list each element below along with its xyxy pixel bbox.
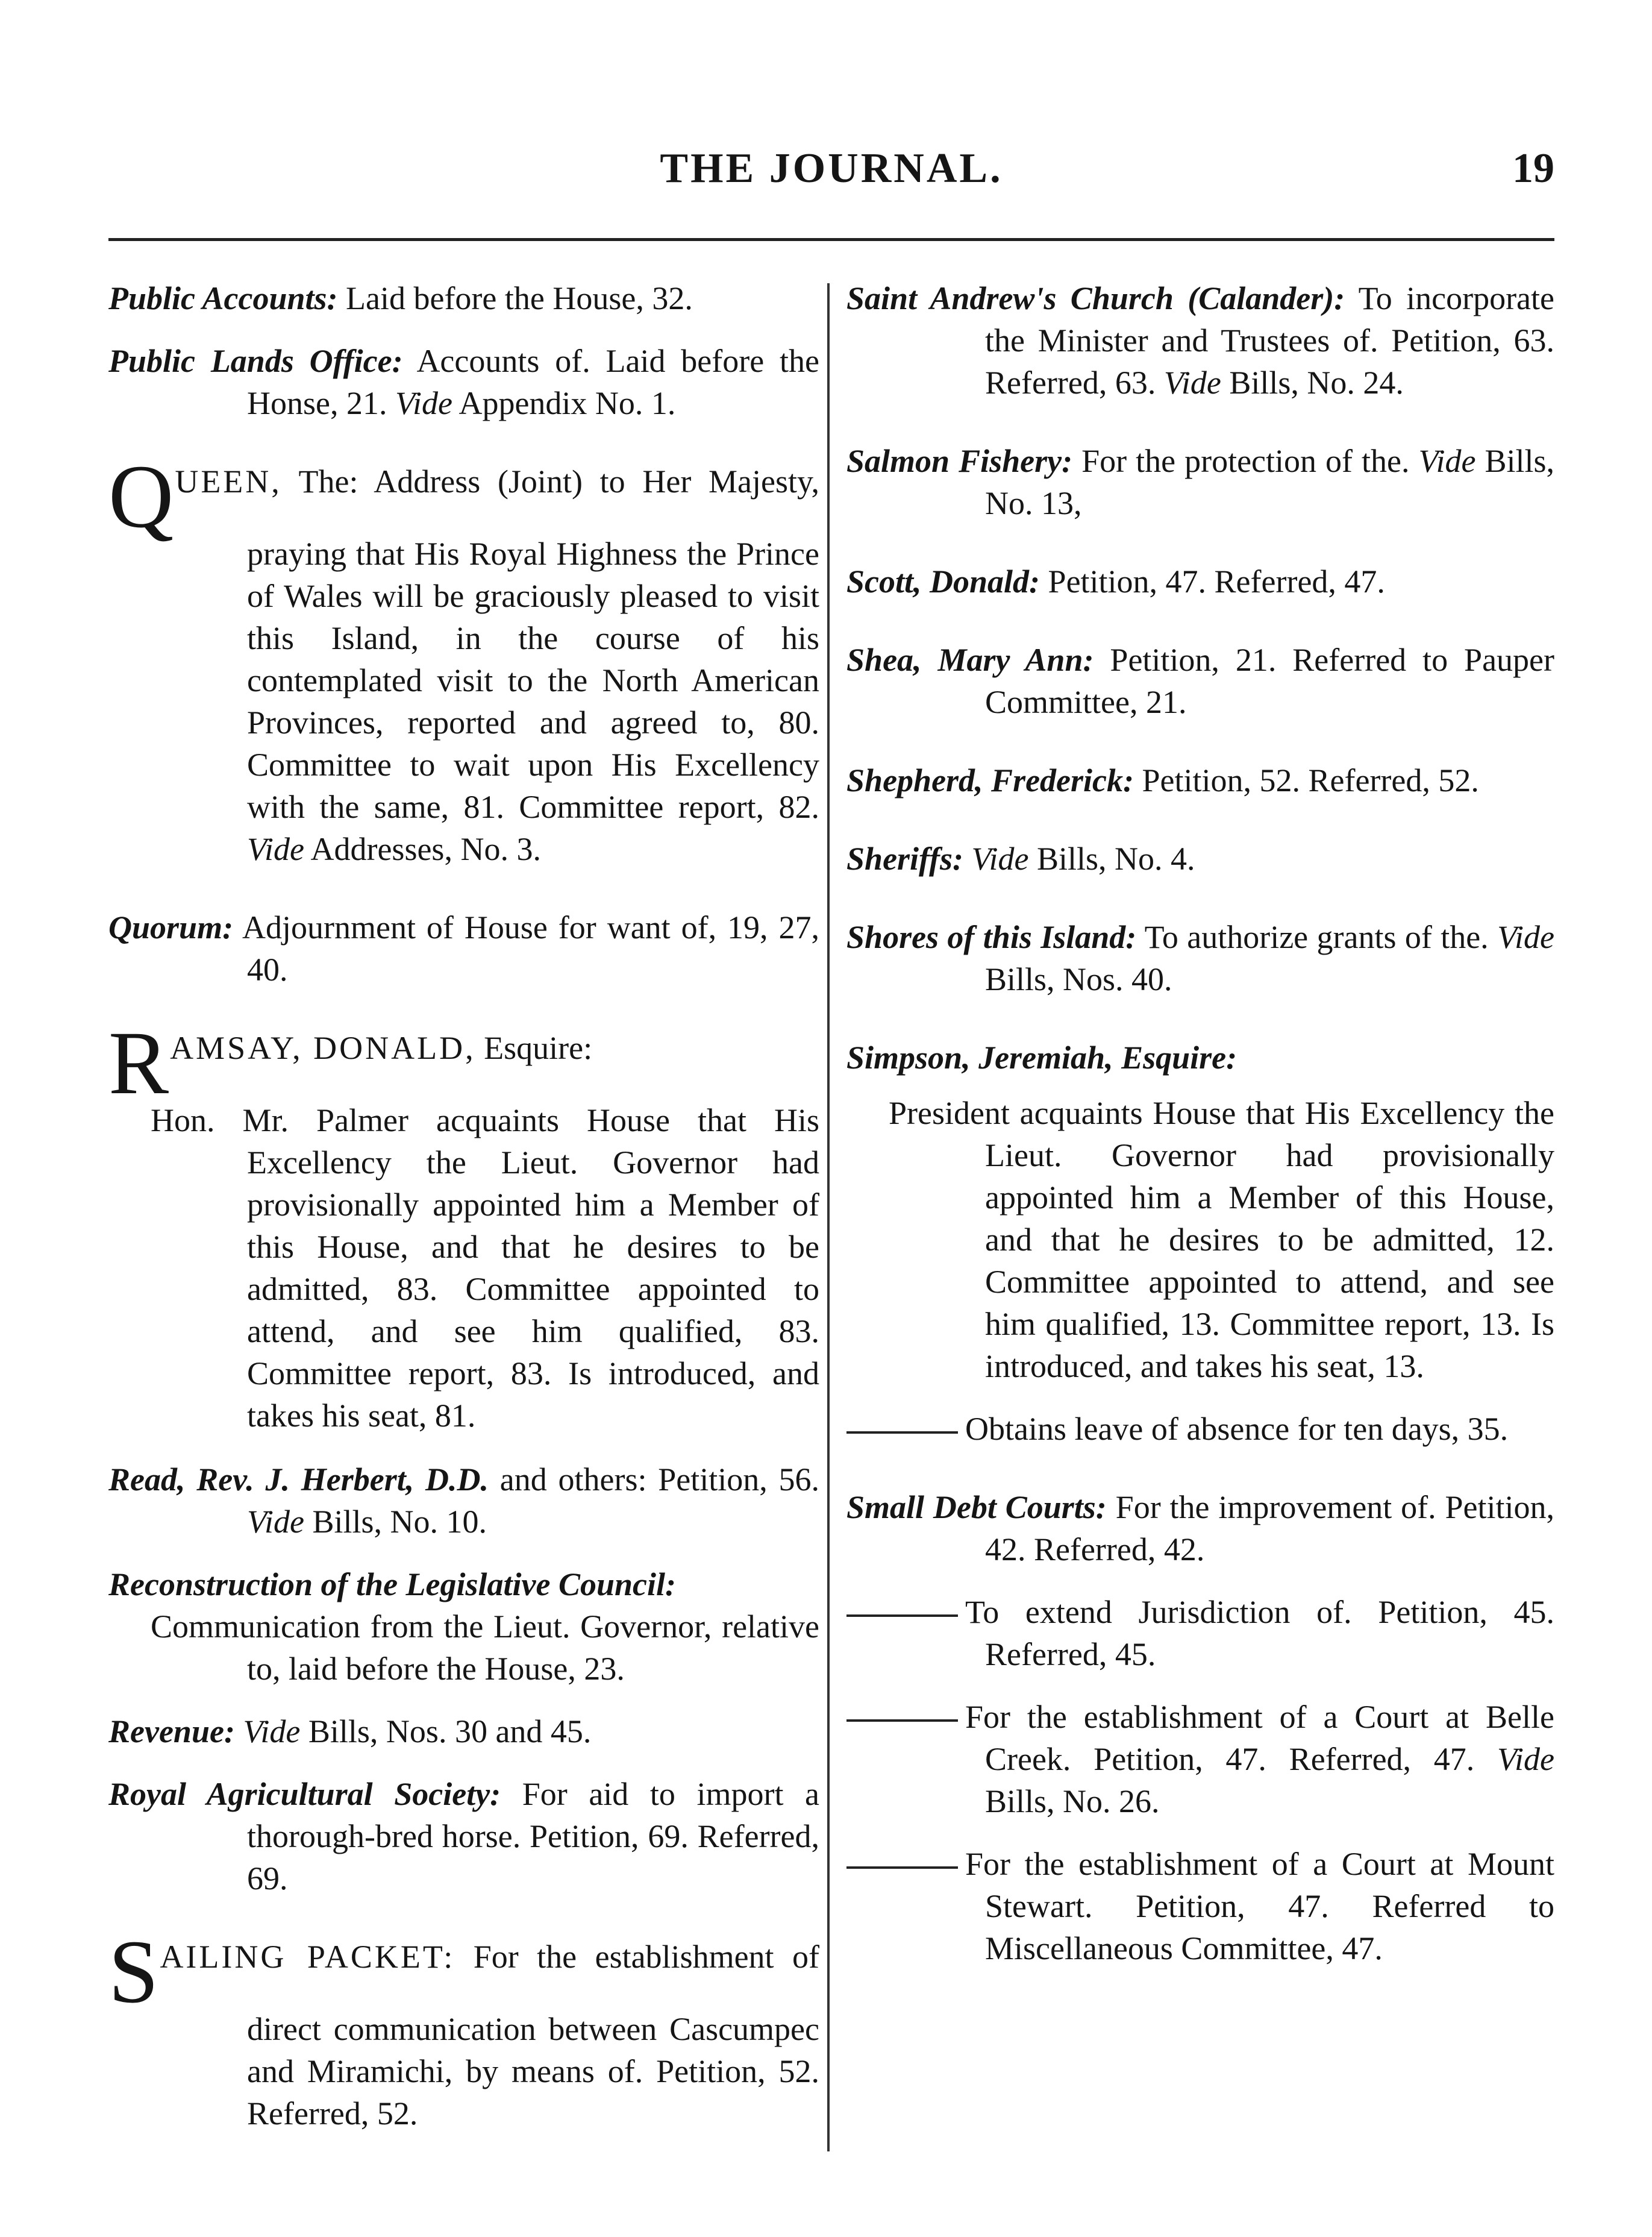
entry-body: Hon. Mr. Palmer acquaints House that His Excellency the Lieut. Governor had provisionally appointed him a Member of this House, and that he desires to be admitted, 83. Committee appointed to attend, and see him qualified, 83. Committee report, 83. Is introduced, and takes his seat, 81. [151,1102,819,1434]
entry-text: Petition, 52. Referred, 52. [1142,762,1479,798]
entry-head: Reconstruction of the Legislative Council: [108,1566,676,1602]
entry-text-after: Bills, No. 4. [1037,841,1195,877]
entry-head: Small Debt Courts: [846,1489,1107,1525]
continuation-dash [846,1431,958,1434]
entry-public-lands-office [108,340,819,424]
entry-text: For aid to import a thorough-bred horse. Petition, 69. Referred, 69. [247,1776,819,1897]
entry-text: For the establishment of a Court at Belle Creek. Petition, 47. Referred, 47. [965,1699,1554,1777]
entry-ramsay [108,1013,819,1437]
entry-head: Simpson, Jeremiah, Esquire: [846,1040,1237,1076]
entry-small-debt-sub-1 [846,1591,1554,1675]
entry-body: Communication from the Lieut. Governor, relative to, laid before the House, 23. [151,1608,819,1687]
entry-head: Shepherd, Frederick: [846,762,1134,798]
entry-body: President acquaints House that His Excellency the Lieut. Governor had provisionally appointed him a Member of this House, and that he desires to be admitted, 12. Committee appointed to attend, and see him qualified, 13. Committee report, 13. Is introduced, and takes his seat, 13. [889,1095,1554,1384]
column-divider [827,283,830,2151]
entry-head: AILING PACKET: [160,1939,455,1975]
vide-ref: Vide [1497,1741,1554,1777]
vide-ref: Vide [247,1504,304,1540]
vide-ref: Vide [1163,365,1221,401]
entry-text: The: Address (Joint) to Her Majesty, praying that His Royal Highness the Prince of Wales will be graciously pleased to visit this Island, in the course of his contemplated visit to the North American Provinces, reported and agreed to, 80. Committee to wait upon His Excellency with the same, 81. Committee report, 82. [247,463,819,825]
entry-head: Sheriffs: [846,841,964,877]
vide-ref: Vide [971,841,1029,877]
entry-revenue [108,1710,819,1752]
entry-text: Petition, 21. Referred to Pauper Committee, 21. [985,642,1554,720]
running-title: THE JOURNAL. [660,145,1003,192]
entry-queen [108,447,819,870]
right-column [846,277,1554,1990]
section-initial-q: Q [108,447,174,547]
entry-text-after: Bills, No. 26. [985,1783,1160,1819]
vide-ref: Vide [243,1713,301,1749]
entry-head: Saint Andrew's Church (Calander): [846,280,1345,316]
entry-text: To authorize grants of the. [1144,919,1489,955]
entry-head-tail: Esquire: [484,1030,593,1066]
entry-saint-andrews-church [846,277,1554,404]
entry-text: To extend Jurisdiction of. Petition, 45. Referred, 45. [965,1594,1554,1672]
entry-shea-mary-ann [846,639,1554,723]
page-number: 19 [1512,145,1554,192]
entry-text: To incorporate the Minister and Trustees of. Petition, 63. Referred, 63. [985,280,1554,401]
entry-text-after: Bills, No. 24. [1229,365,1404,401]
entry-text: For the establishment of a Court at Mount Stewart. Petition, 47. Referred to Miscellaneous Committee, 47. [965,1846,1554,1966]
entry-quorum [108,906,819,991]
entry-text-after: Addresses, No. 3. [310,831,541,867]
entry-head: Revenue: [108,1713,235,1749]
entry-head: Shores of this Island: [846,919,1137,955]
section-initial-r: R [108,1013,169,1113]
entry-text-after: Bills, No. 10. [312,1504,487,1540]
entry-ramsay-title [108,1013,819,1113]
entry-head: Salmon Fishery: [846,443,1073,479]
entry-text: For the establishment of direct communication between Cascumpec and Miramichi, by means of. Petition, 52. Referred, 52. [247,1939,819,2132]
entry-sailing-packet [108,1922,819,2135]
continuation-dash [846,1866,958,1869]
entry-reconstruction [108,1563,819,1690]
running-head [108,145,1554,199]
entry-sheriffs [846,838,1554,880]
section-initial-s: S [108,1922,159,2022]
left-column [108,277,819,2155]
continuation-dash [846,1719,958,1722]
entry-text: and others: Petition, 56. [499,1461,820,1498]
entry-head: AMSAY, DONALD, [170,1030,476,1066]
entry-text-after: Bills, Nos. 40. [985,961,1172,997]
entry-shepherd-frederick [846,759,1554,802]
header-rule [108,238,1554,241]
entry-head: Read, Rev. J. Herbert, D.D. [108,1461,489,1498]
entry-text: For the protection of the. [1081,443,1410,479]
entry-text-after: Bills, No. 13, [985,443,1555,521]
entry-head: UEEN, [175,463,282,500]
entry-text: Obtains leave of absence for ten days, 35. [965,1411,1509,1447]
entry-shores-of-this-island [846,916,1554,1000]
entry-text: Accounts of. Laid before the Honse, 21. [247,343,819,421]
entry-head: Shea, Mary Ann: [846,642,1094,678]
entry-small-debt-sub-3 [846,1843,1554,1969]
entry-simpson-jeremiah [846,1037,1554,1387]
entry-scott-donald [846,560,1554,603]
entry-simpson-sub [846,1408,1554,1450]
entry-salmon-fishery [846,440,1554,524]
entry-text: For the improvement of. Petition, 42. Referred, 42. [985,1489,1554,1567]
vide-ref: Vide [395,385,452,421]
entry-small-debt-sub-2 [846,1696,1554,1822]
entry-head: Royal Agricultural Society: [108,1776,501,1812]
entry-text: Adjournment of House for want of, 19, 27, 40. [242,909,819,988]
entry-head: Scott, Donald: [846,563,1040,600]
entry-head: Public Accounts: [108,280,338,316]
vide-ref: Vide [1418,443,1476,479]
entry-public-accounts [108,277,819,319]
entry-royal-agricultural-society [108,1773,819,1900]
entry-text: Petition, 47. Referred, 47. [1048,563,1385,600]
continuation-dash [846,1614,958,1617]
entry-small-debt-courts [846,1486,1554,1570]
vide-ref: Vide [1497,919,1555,955]
entry-head: Public Lands Office: [108,343,403,379]
entry-head: Quorum: [108,909,234,946]
entry-text: Laid before the House, 32. [346,280,693,316]
entry-text-after: Bills, Nos. 30 and 45. [308,1713,592,1749]
vide-ref: Vide [247,831,304,867]
entry-read [108,1458,819,1543]
entry-text-after: Appendix No. 1. [458,385,676,421]
